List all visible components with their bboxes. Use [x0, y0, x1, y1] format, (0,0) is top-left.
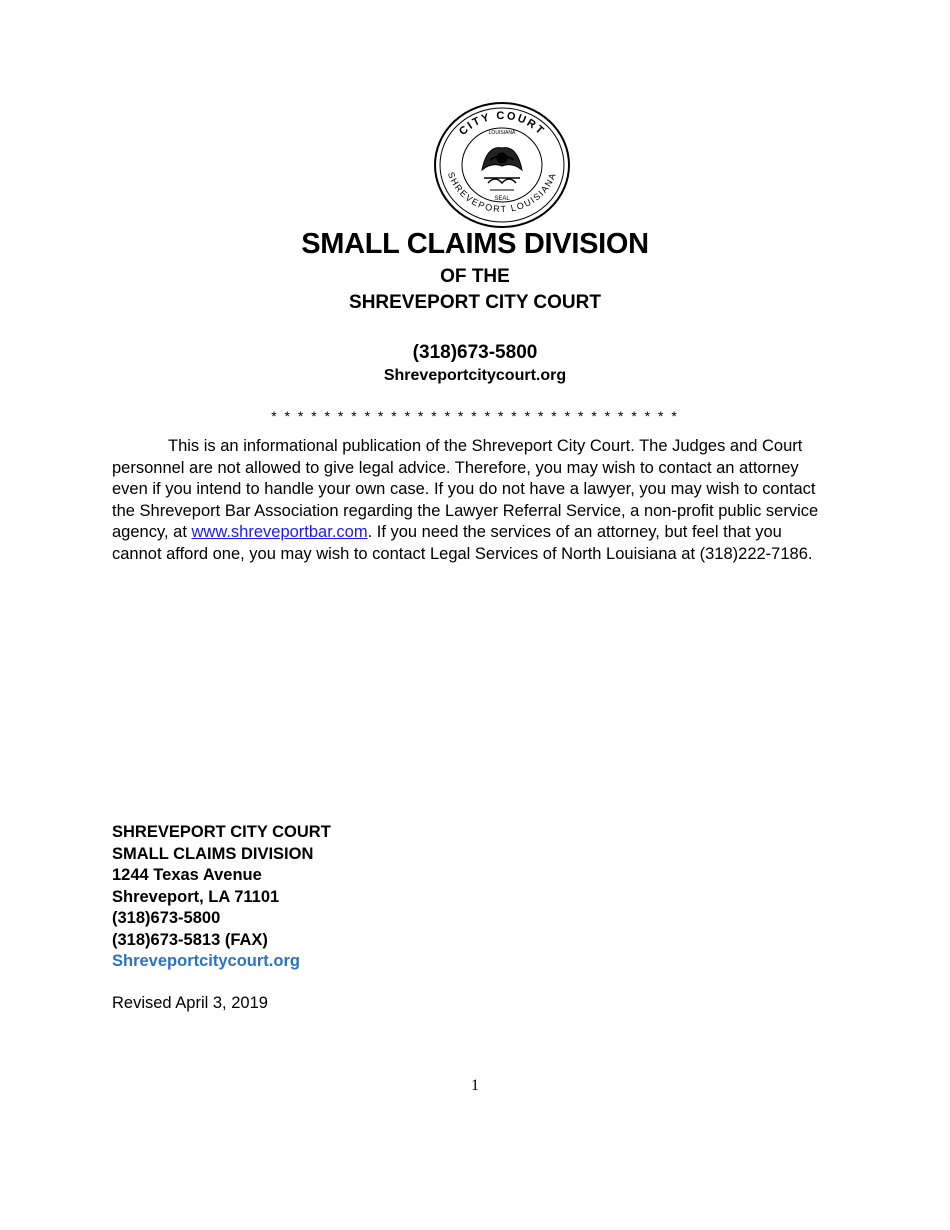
- address-block: [112, 822, 331, 973]
- shreveport-bar-link[interactable]: www.shreveportbar.com: [191, 523, 368, 541]
- divider-stars: * * * * * * * * * * * * * * * * * * * * * * * * * * * * * * *: [271, 408, 679, 424]
- seal-text-bottom: SHREVEPORT LOUISIANA: [445, 170, 559, 215]
- address-line-2: SMALL CLAIMS DIVISION: [112, 844, 314, 863]
- page-title: SMALL CLAIMS DIVISION: [301, 228, 649, 260]
- address-phone: (318)673-5800: [112, 909, 221, 927]
- info-paragraph: [112, 436, 832, 565]
- address-line-3: 1244 Texas Avenue: [112, 866, 262, 884]
- subtitle-court: SHREVEPORT CITY COURT: [349, 292, 601, 313]
- city-court-seal-icon: [432, 100, 572, 230]
- seal-text-inner-bottom: SEAL: [494, 196, 510, 202]
- paragraph-text-1: This is an informational publication of the Shreveport City Court. The Judges and Court personnel are not allowed to give legal advice. Therefore, you may wish to contact an attorney even if you intend to handle your own case. If you do not have a lawyer, you may wish to contact the Shreveport Bar Association regarding the Lawyer Referral Service, a non-profit public service agency, at: [112, 437, 819, 541]
- address-website-link[interactable]: Shreveportcitycourt.org: [112, 952, 300, 970]
- page-number: 1: [471, 1077, 479, 1094]
- seal-text-top: CITY COURT: [456, 109, 548, 139]
- paragraph-text-2: . If you need the services of an attorney, but feel that you cannot afford one, you may wish to contact Legal Services of North Louisiana at (318)222-7186.: [112, 523, 813, 563]
- address-line-1: SHREVEPORT CITY COURT: [112, 823, 331, 841]
- address-line-4: Shreveport, LA 71101: [112, 887, 280, 906]
- header-website: Shreveportcitycourt.org: [383, 367, 567, 384]
- seal-text-inner-top: LOUISIANA: [488, 130, 516, 136]
- subtitle-of-the: OF THE: [440, 266, 510, 287]
- revised-date: Revised April 3, 2019: [112, 994, 268, 1012]
- address-fax: (318)673-5813 (FAX): [112, 930, 268, 949]
- svg-text:SHREVEPORT LOUISIANA: [446, 171, 558, 215]
- header-phone: (318)673-5800: [412, 342, 538, 363]
